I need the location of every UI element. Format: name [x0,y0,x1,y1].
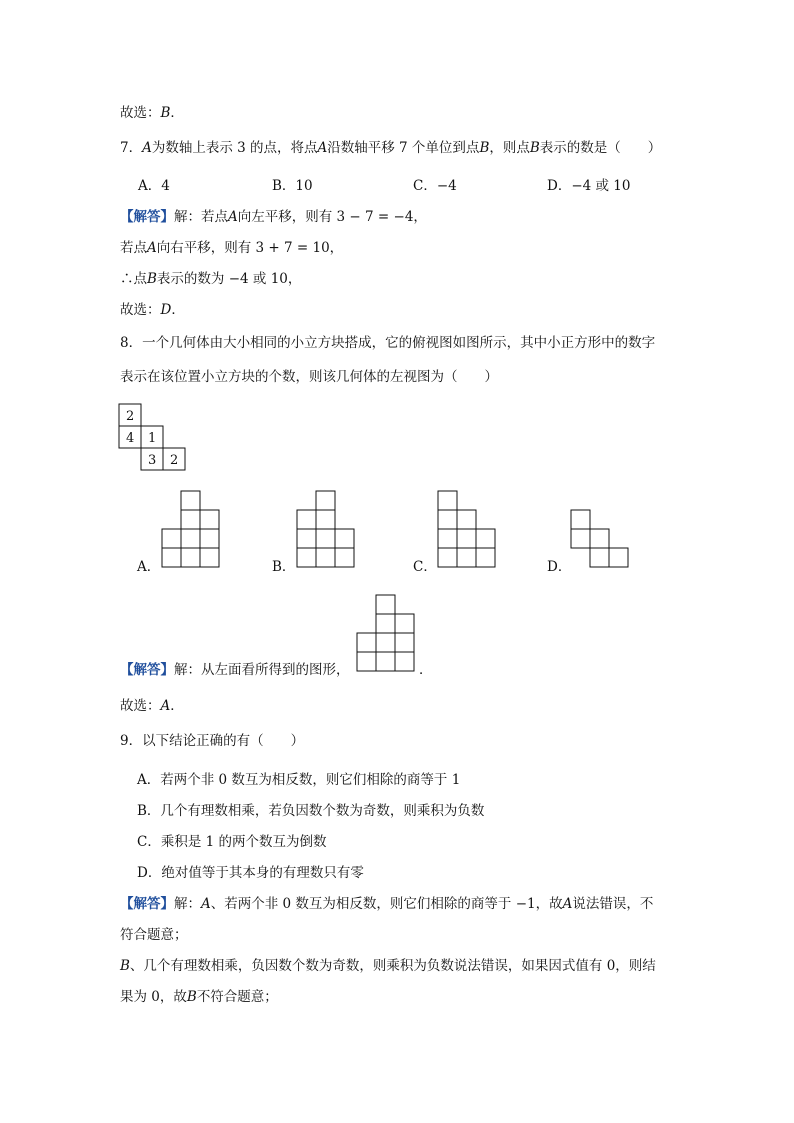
q8-option-d-figure [571,510,631,570]
top-view-number: 2 [170,453,179,468]
top-view-number: 1 [148,431,157,446]
q7-option-c: C．−4 [413,178,457,194]
q9-option-a: A．若两个非 0 数互为相反数，则它们相除的商等于 1 [137,772,461,788]
top-view-number: 4 [126,431,135,446]
q7-text-2: 沿数轴平移 7 个单位到点 [327,140,480,156]
q7-solution-line-4 [120,301,185,319]
q7-sol-l1-post: 向左平移，则有 3 − 7 = −4， [237,209,427,225]
q8-solution-figure [357,595,417,673]
q7-sol-l2-var: A [147,240,157,256]
q7-option-d: D．−4 或 10 [547,178,631,194]
q7-number: 7． [120,140,143,156]
q7-point-a2: A [317,140,328,156]
q7-sol-l4-post: ． [171,302,185,318]
q9-option-b: B．几个有理数相乘，若负因数个数为奇数，则乘积为负数 [137,803,485,819]
q8-option-d-label: D． [547,559,572,575]
q8-option-b-label: B． [272,559,296,575]
q9-sol-l1-pre: 解： [174,896,201,912]
q8-stem-line-1: 8．一个几何体由大小相同的小立方块搭成，它的俯视图如图所示，其中小正方形中的数字 [120,335,656,351]
q7-sol-l1-var: A [228,209,238,225]
q8-option-a-figure [162,491,222,569]
solution-tag: 【解答】 [120,209,174,225]
q7-sol-l2-post: 向右平移，则有 3 + 7 = 10， [156,240,344,256]
q9-option-d: D．绝对值等于其本身的有理数只有零 [137,865,364,881]
q8-sol-text: 解：从左面看所得到的图形， [174,662,350,678]
q8-option-b-figure [297,491,357,569]
q9-sol-l4-var: B [186,989,197,1005]
q9-sol-l4-post: 不符合题意； [196,989,278,1005]
q8-sol-l2-post: ． [170,698,184,714]
q8-solution-line-2 [120,697,184,715]
q7-text-3: ，则点 [489,140,530,156]
q7-point-a: A [142,140,152,156]
q6-answer-line [120,104,184,122]
q9-solution-line-2: 符合题意； [120,927,188,943]
q7-solution-line-1 [120,208,427,226]
q7-sol-l3-post: 表示的数为 −4 或 10， [156,271,302,287]
q9-option-c: C．乘积是 1 的两个数互为倒数 [137,834,327,850]
q8-sol-l2-pre: 故选： [120,698,161,714]
q7-point-b2: B [529,140,540,156]
q9-solution-line-3 [120,957,656,975]
q7-sol-l3-var: B [147,271,157,287]
q7-solution-line-2 [120,239,343,257]
q7-sol-l4-var: D [160,302,172,318]
q8-top-view-grid [118,403,188,469]
q7-text-4: 表示的数是（ ） [539,140,662,156]
top-view-number: 2 [126,409,135,424]
q7-stem [120,139,661,157]
q7-point-b: B [479,140,490,156]
q8-option-c-figure [438,491,498,569]
q9-stem: 9．以下结论正确的有（ ） [120,733,305,749]
q7-solution-line-3 [120,270,301,288]
q9-sol-l3-post: 、几个有理数相乘，负因数个数为奇数，则乘积为负数说法错误，如果因式值有 0，则结 [129,958,656,974]
q8-option-a-label: A． [137,559,161,575]
q9-sol-l4-pre: 果为 0，故 [120,989,187,1005]
q7-sol-l2-pre: 若点 [120,240,147,256]
q7-sol-l4-pre: 故选： [120,302,161,318]
q7-text-1: 为数轴上表示 3 的点，将点 [151,140,318,156]
q6-answer-letter: B [160,105,171,121]
q8-option-c-label: C． [413,559,437,575]
q8-sol-l2-var: A [160,698,171,714]
q9-solution-line-4 [120,988,278,1006]
q9-sol-l1-post: 说法错误，不 [572,896,654,912]
q9-sol-l1-var: A [201,896,211,912]
q6-answer-prefix: 故选： [120,105,161,121]
q9-solution-line-1 [120,895,653,913]
q8-solution-line-1 [120,661,350,679]
q9-sol-l1-mid: 、若两个非 0 数互为相反数，则它们相除的商等于 −1，故 [210,896,563,912]
q7-sol-l1-pre: 解：若点 [174,209,228,225]
top-view-number: 3 [148,453,157,468]
solution-tag: 【解答】 [120,896,174,912]
q9-sol-l1-var2: A [562,896,573,912]
q8-stem-line-2: 表示在该位置小立方块的个数，则该几何体的左视图为（ ） [120,369,498,385]
q7-option-b: B．10 [272,178,313,194]
q7-sol-l3-pre: ∴点 [120,271,147,287]
q9-sol-l3-var: B [120,958,130,974]
q8-sol-end: ． [419,662,433,678]
q6-answer-suffix: ． [170,105,184,121]
q7-option-a: A．4 [138,178,170,194]
solution-tag: 【解答】 [120,662,174,678]
